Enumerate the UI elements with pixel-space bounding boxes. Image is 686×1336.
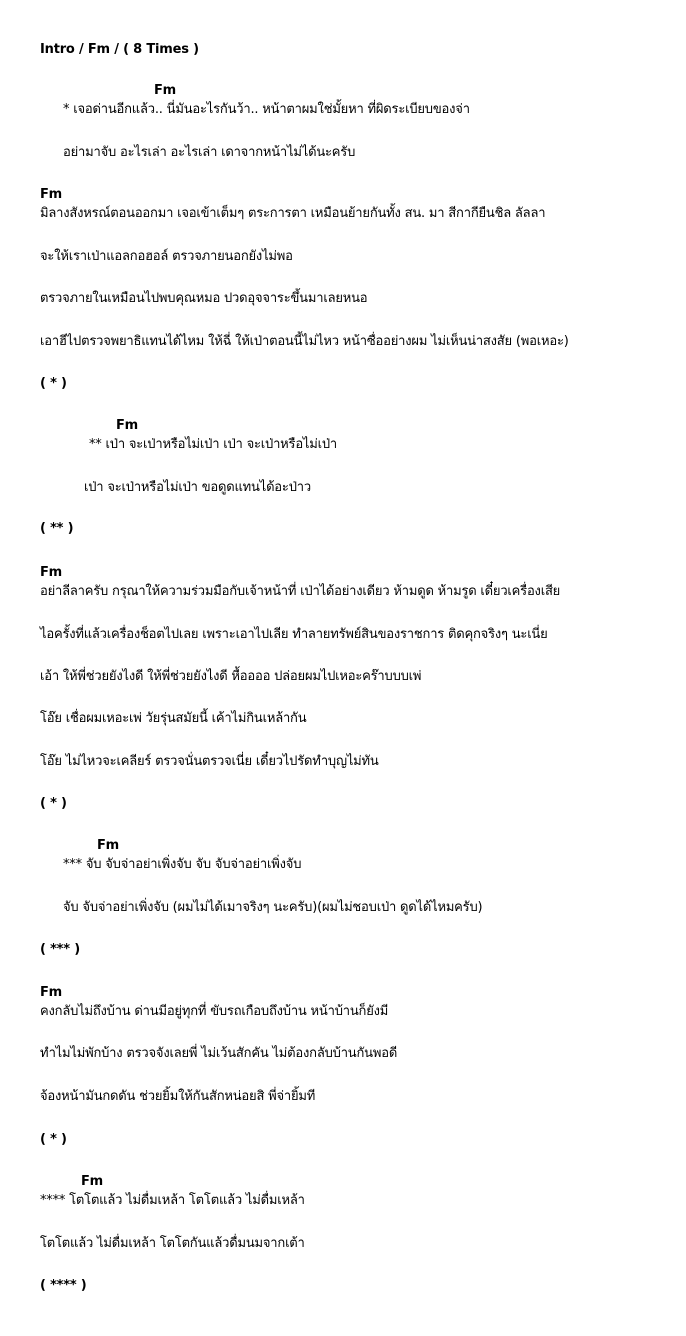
chord-label: Fm: [81, 1174, 104, 1189]
chord-label: Fm: [40, 187, 63, 202]
lyric-line: จะให้เราเป่าแอลกอฮอล์ ตรวจภายนอกยังไม่พอ: [40, 249, 293, 264]
lyric-line: มิลางสังหรณ์ตอนออกมา เจอเข้าเต็มๆ ตระการตา เหมือนย้ายกันทั้ง สน. มา สีกากียืนชิล ลัลลา: [40, 206, 546, 221]
repeat-marker: ( *** ): [40, 942, 80, 957]
lyric-line: ไอครั้งที่แล้วเครื่องช็อตไปเลย เพราะเอาไปเลีย ทำลายทรัพย์สินของราชการ ติดคุกจริงๆ นะเนี่ย: [40, 627, 548, 642]
repeat-marker: ( ** ): [40, 521, 74, 536]
lyric-line: *** จับ จับจ่าอย่าเพิ่งจับ จับ จับจ่าอย่าเพิ่งจับ: [63, 857, 302, 872]
lyric-line: อย่าลีลาครับ กรุณาให้ความร่วมมือกับเจ้าหน้าที่ เป่าได้อย่างเดียว ห้ามดูด ห้ามรูด เดี๋ยวเครื่องเสีย: [40, 584, 561, 599]
lyric-line: โตโตแล้ว ไม่ดื่มเหล้า โตโตกันแล้วดื่มนมจากเต้า: [40, 1236, 305, 1251]
repeat-marker: ( **** ): [40, 1278, 87, 1293]
chord-label: Fm: [40, 565, 63, 580]
repeat-marker: ( * ): [40, 1132, 67, 1147]
lyric-line: เอาฮีไปตรวจพยาธิแทนได้ไหม ให้ฉี่ ให้เป่าตอนนี้ไม่ไหว หน้าซื่ออย่างผม ไม่เห็นน่าสงสัย (พอเหอะ): [40, 334, 569, 349]
lyric-line: ทำไมไม่พักบ้าง ตรวจจังเลยพี่ ไม่เว้นสักคัน ไม่ต้องกลับบ้านกันพอดี: [40, 1046, 398, 1061]
lyric-line: โอ๊ย ไม่ไหวจะเคลียร์ ตรวจนั่นตรวจเนี่ย เดี๋ยวไปรัดทำบุญไม่ทัน: [40, 754, 379, 769]
chord-label: Fm: [116, 418, 139, 433]
lyric-line: ** เป่า จะเป่าหรือไม่เป่า เป่า จะเป่าหรือไม่เป่า: [89, 437, 338, 452]
chord-label: Fm: [40, 985, 63, 1000]
lyric-line: โอ๊ย เชื่อผมเหอะเพ่ วัยรุ่นสมัยนี้ เค้าไม่กินเหล้ากัน: [40, 711, 307, 726]
lyric-line: **** โตโตแล้ว ไม่ดื่มเหล้า โตโตแล้ว ไม่ดื่มเหล้า: [40, 1193, 305, 1208]
lyric-line: จับ จับจ่าอย่าเพิ่งจับ (ผมไม่ได้เมาจริงๆ นะครับ)(ผมไม่ชอบเป่า ดูดได้ไหมครับ): [63, 900, 483, 915]
intro-line: Intro / Fm / ( 8 Times ): [40, 42, 199, 57]
lyric-line: อย่ามาจับ อะไรเล่า อะไรเล่า เดาจากหน้าไม่ได้นะครับ: [63, 145, 356, 160]
lyric-line: จ้องหน้ามันกดดัน ช่วยยิ้มให้กันสักหน่อยสิ พี่จ่ายิ้มที: [40, 1089, 316, 1104]
repeat-marker: ( * ): [40, 796, 67, 811]
chord-label: Fm: [154, 83, 177, 98]
repeat-marker: ( * ): [40, 376, 67, 391]
lyric-line: คงกลับไม่ถึงบ้าน ด่านมีอยู่ทุกที่ ขับรถเกือบถึงบ้าน หน้าบ้านก็ยังมี: [40, 1004, 389, 1019]
lyric-line: เป่า จะเป่าหรือไม่เป่า ขอดูดแทนได้อะป่าว: [84, 480, 311, 495]
lyric-line: * เจอด่านอีกแล้ว.. นี่มันอะไรกันว้า.. หน้าตาผมใช่มั้ยหา ที่ผิดระเบียบของจ่า: [63, 102, 470, 117]
lyric-line: เอ้า ให้พี่ช่วยยังไงดี ให้พี่ช่วยยังไงดี หื้ออออ ปล่อยผมไปเหอะคร๊าบบบเพ่: [40, 669, 422, 684]
chord-label: Fm: [97, 838, 120, 853]
lyric-line: ตรวจภายในเหมือนไปพบคุณหมอ ปวดอุจจาระขึ้นมาเลยหนอ: [40, 291, 368, 306]
